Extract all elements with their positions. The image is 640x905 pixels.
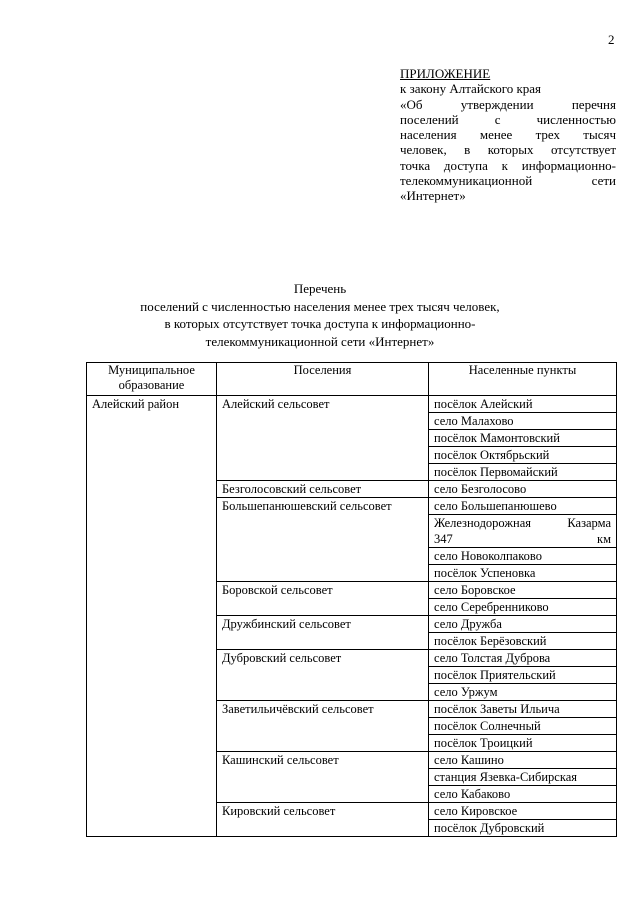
locality-line: посёлок Приятельский [434, 668, 556, 682]
locality-line: посёлок Алейский [434, 397, 533, 411]
locality-line: посёлок Берёзовский [434, 634, 547, 648]
locality-cell [429, 565, 617, 582]
locality-cell [429, 684, 617, 701]
settlements-table [86, 362, 617, 837]
locality-cell [429, 633, 617, 650]
locality-cell [429, 769, 617, 786]
locality-line: село Малахово [434, 414, 514, 428]
locality-line: село Кабаково [434, 787, 511, 801]
locality-line: Железнодорожная Казарма [434, 516, 611, 530]
locality-line: посёлок Успеновка [434, 566, 536, 580]
settlement-cell: Безголосовский сельсовет [217, 481, 429, 498]
locality-line: село Серебренниково [434, 600, 549, 614]
locality-cell [429, 498, 617, 515]
locality-cell [429, 599, 617, 616]
column-header-settlements: Поселения [217, 363, 429, 396]
locality-line: село Уржум [434, 685, 498, 699]
locality-line: село Большепанюшево [434, 499, 557, 513]
locality-cell [429, 718, 617, 735]
locality-line: посёлок Октябрьский [434, 448, 550, 462]
locality-line: село Толстая Дуброва [434, 651, 551, 665]
municipality-cell: Алейский район [87, 396, 217, 837]
locality-cell [429, 413, 617, 430]
locality-line: посёлок Первомайский [434, 465, 558, 479]
locality-cell [429, 667, 617, 684]
appendix-lines [400, 81, 616, 203]
list-heading [0, 280, 640, 350]
locality-line: посёлок Мамонтовский [434, 431, 560, 445]
locality-line: посёлок Троицкий [434, 736, 533, 750]
locality-cell [429, 752, 617, 769]
table-body [87, 396, 617, 837]
locality-cell [429, 464, 617, 481]
settlement-cell: Дружбинский сельсовет [217, 616, 429, 650]
locality-line: село Дружба [434, 617, 502, 631]
locality-line: 347 км [434, 532, 611, 546]
appendix-line: населения менее трех тысяч [400, 127, 616, 143]
locality-line: посёлок Заветы Ильича [434, 702, 560, 716]
locality-line: станция Язевка-Сибирская [434, 770, 578, 784]
locality-cell [429, 481, 617, 498]
locality-line: село Кашино [434, 753, 504, 767]
locality-line: село Безголосово [434, 482, 527, 496]
locality-line: село Кировское [434, 804, 518, 818]
locality-cell [429, 786, 617, 803]
locality-cell [429, 803, 617, 820]
list-subtitle-line: в которых отсутствует точка доступа к информационно- [164, 316, 476, 331]
locality-cell [429, 616, 617, 633]
table-row [87, 396, 617, 413]
locality-cell [429, 515, 617, 548]
appendix-line: точка доступа к информационно- [400, 157, 616, 173]
settlement-cell: Кашинский сельсовет [217, 752, 429, 803]
locality-cell [429, 735, 617, 752]
locality-cell [429, 430, 617, 447]
appendix-line: телекоммуникационной сети [400, 173, 616, 189]
appendix-line: «Интернет» [400, 188, 466, 204]
locality-cell [429, 820, 617, 837]
settlement-cell: Алейский сельсовет [217, 396, 429, 481]
locality-line: посёлок Солнечный [434, 719, 541, 733]
settlement-cell: Боровской сельсовет [217, 582, 429, 616]
table-header-row [87, 363, 617, 396]
settlement-cell: Дубровский сельсовет [217, 650, 429, 701]
locality-cell [429, 396, 617, 413]
locality-cell [429, 447, 617, 464]
locality-cell [429, 548, 617, 565]
column-header-localities: Населенные пункты [429, 363, 617, 396]
appendix-line: поселений с численностью [400, 111, 616, 127]
settlement-cell: Большепанюшевский сельсовет [217, 498, 429, 582]
locality-line: посёлок Дубровский [434, 821, 545, 835]
list-title: Перечень [293, 281, 347, 296]
settlement-cell: Заветильичёвский сельсовет [217, 701, 429, 752]
locality-line: село Боровское [434, 583, 516, 597]
appendix-title: ПРИЛОЖЕНИЕ [400, 66, 491, 81]
list-subtitle-line: поселений с численностью населения менее трех тысяч человек, [140, 298, 500, 314]
appendix-line: к закону Алтайского края [400, 81, 542, 97]
locality-cell [429, 650, 617, 667]
appendix-line: человек, в которых отсутствует [400, 142, 616, 158]
appendix-line: «Об утверждении перечня [400, 96, 616, 112]
page-number: 2 [608, 32, 615, 47]
list-subtitle-line: телекоммуникационной сети «Интернет» [205, 333, 435, 349]
settlement-cell: Кировский сельсовет [217, 803, 429, 837]
locality-line: село Новоколпаково [434, 549, 542, 563]
column-header-municipality: Муниципальное образование [87, 363, 217, 396]
locality-cell [429, 701, 617, 718]
locality-cell [429, 582, 617, 599]
appendix-block [400, 66, 616, 204]
